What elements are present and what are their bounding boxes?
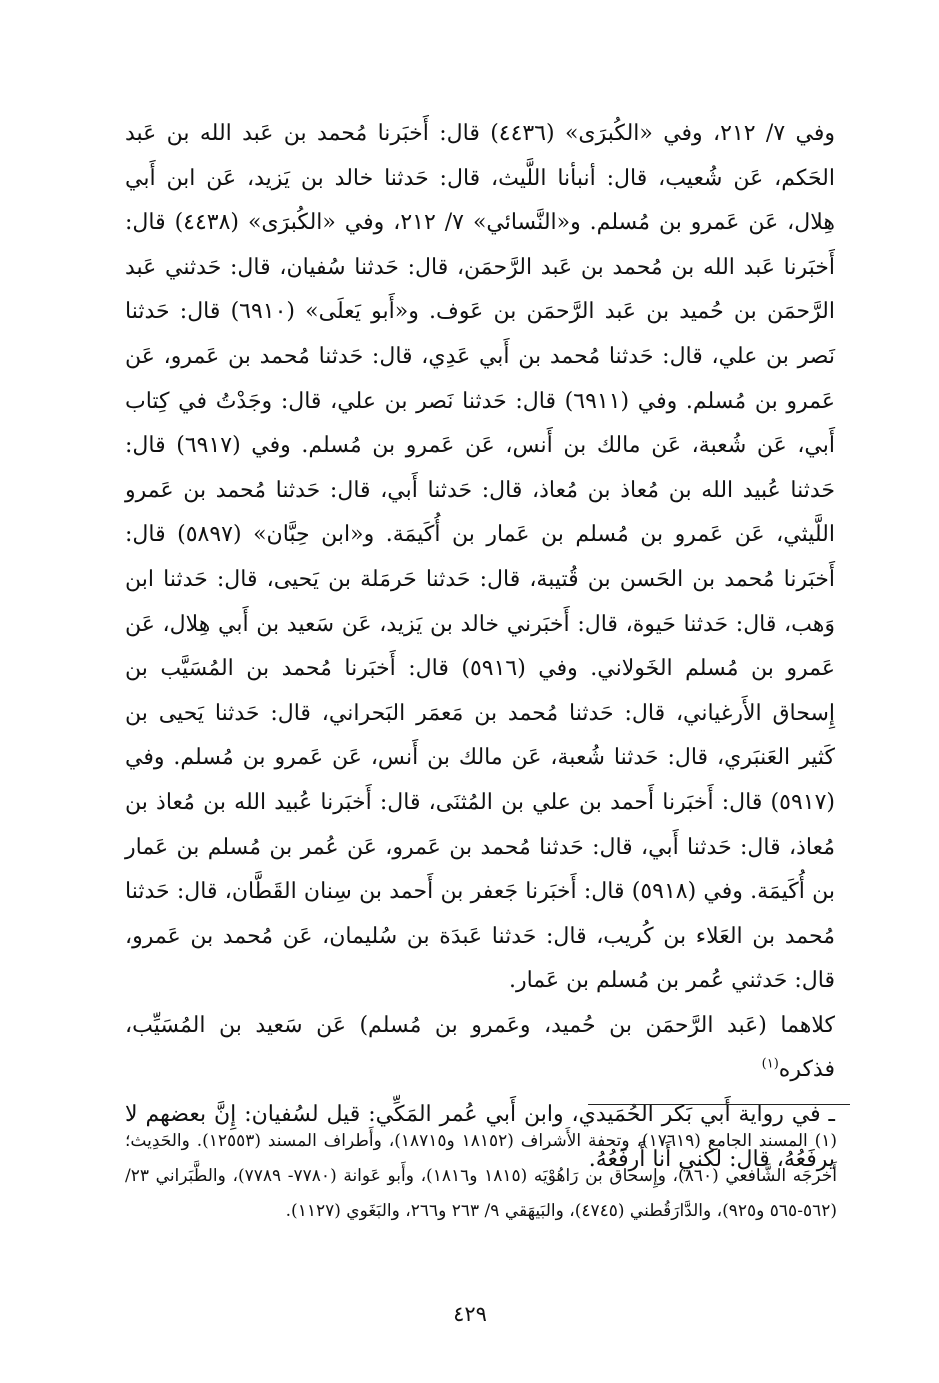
footnote-divider <box>588 1104 850 1105</box>
narration-note-paragraph: ـ في رواية أَبي بَكر الحُمَيدي، وابن أَبي عُمر المَكِّي: قيل لسُفيان: إِنَّ بعضهم لا يرفَعُهُ، قال: لكني أَنا أَرفَعُهُ. <box>125 1102 835 1172</box>
main-text-block <box>125 112 835 1182</box>
page-number: ٤٢٩ <box>453 1302 487 1326</box>
footnote-reference: (١) <box>761 1057 779 1073</box>
footnotes-block <box>125 1124 837 1229</box>
footnote-1: (١) المسند الجامع (١٧٦١٩)، وتحفة الأَشراف (١٨١٥٢ و١٨٧١٥)، وأَطراف المسند (١٢٥٥٣). والحَدِيث؛ أَخرجَه الشَّافعي (٨٦٠)، وإِسحاق بن رَاهُوْيَه (١٨١٥ و١٨١٦)، وأَبو عَوانة (٧٧٨٠- ٧٧٨٩)، والطَّبَراني ٢٣/ (٥٦٢-٥٦٥ و٩٢٥)، والدَّارَقُطني (٤٧٤٥)، والبَيهَقي ٩/ ٢٦٣ و٢٦٦، والبَغَوي (١١٢٧). <box>125 1131 838 1221</box>
hadith-chain-paragraph: وفي ٧/ ٢١٢، وفي «الكُبرَى» (٤٤٣٦) قال: أَخبَرنا مُحمد بن عَبد الله بن عَبد الحَكم، عَن شُعيب، قال: أنبأنا اللَّيث، قال: حَدثنا خالد بن يَزيد، عَن ابن أَبي هِلال، عَن عَمرو بن مُسلم. و«النَّسائي» ٧/ ٢١٢، وفي «الكُبرَى» (٤٤٣٨) قال: أَخبَرنا عَبد الله بن مُحمد بن عَبد الرَّحمَن، قال: حَدثنا سُفيان، قال: حَدثني عَبد الرَّحمَن بن حُميد بن عَبد الرَّحمَن بن عَوف. و«أَبو يَعلَى» (٦٩١٠) قال: حَدثنا نَصر بن علي، قال: حَدثنا مُحمد بن أَبي عَدِي، قال: حَدثنا مُحمد بن عَمرو، عَن عَمرو بن مُسلم. وفي (٦٩١١) قال: حَدثنا نَصر بن علي، قال: وجَدْتُ في كِتاب أَبي، عَن شُعبة، عَن مالك بن أَنس، عَن عَمرو بن مُسلم. وفي (٦٩١٧) قال: حَدثنا عُبيد الله بن مُعاذ بن مُعاذ، قال: حَدثنا أَبي، قال: حَدثنا مُحمد بن عَمرو اللَّيثي، عَن عَمرو بن مُسلم بن عَمار بن أُكَيمَة. و«ابن حِبَّان» (٥٨٩٧) قال: أَخبَرنا مُحمد بن الحَسن بن قُتيبة، قال: حَدثنا حَرمَلة بن يَحيى، قال: حَدثنا ابن وَهب، قال: حَدثنا حَيوة، قال: أَخبَرني خالد بن يَزيد، عَن سَعيد بن أَبي هِلال، عَن عَمرو بن مُسلم الخَولاني. وفي (٥٩١٦) قال: أَخبَرنا مُحمد بن المُسَيَّب بن إِسحاق الأَرغياني، قال: حَدثنا مُحمد بن مَعمَر البَحراني، قال: حَدثنا يَحيى بن كَثير العَنبَري، قال: حَدثنا شُعبة، عَن مالك بن أَنس، عَن عَمرو بن مُسلم. وفي (٥٩١٧) قال: أَخبَرنا أَحمد بن علي بن المُثنَى، قال: أَخبَرنا عُبيد الله بن مُعاذ بن مُعاذ، قال: حَدثنا أَبي، قال: حَدثنا مُحمد بن عَمرو، عَن عُمر بن مُسلم بن عَمار بن أُكَيمَة. وفي (٥٩١٨) قال: أَخبَرنا جَعفر بن أَحمد بن سِنان القَطَّان، قال: حَدثنا مُحمد بن العَلاء بن كُريب، قال: حَدثنا عَبدَة بن سُليمان، عَن مُحمد بن عَمرو، قال: حَدثني عُمر بن مُسلم بن عَمار. <box>125 121 835 994</box>
summary-text: كلاهما (عَبد الرَّحمَن بن حُميد، وعَمرو بن مُسلم) عَن سَعيد بن المُسَيِّب، فذكره <box>125 1012 835 1083</box>
summary-paragraph <box>125 1004 835 1093</box>
